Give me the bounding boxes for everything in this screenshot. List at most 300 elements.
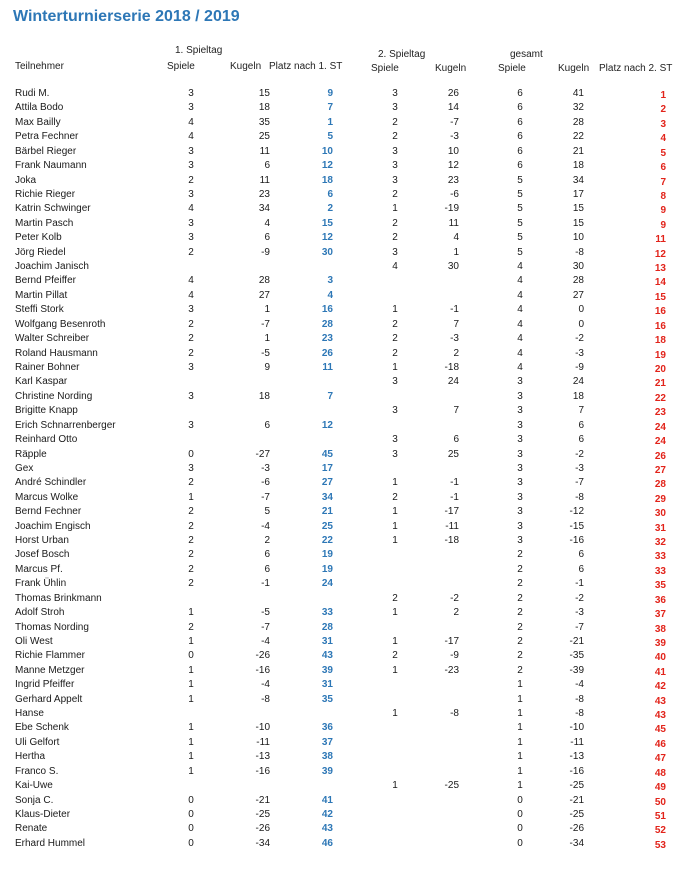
balls-2: 11 [448, 217, 459, 229]
balls-total: 7 [578, 405, 584, 417]
games-2: 3 [392, 376, 398, 388]
balls-2: -17 [444, 635, 459, 647]
balls-2: -17 [444, 506, 459, 518]
balls-1: 6 [264, 160, 270, 172]
participant-name: Franco S. [15, 765, 59, 777]
games-total: 1 [517, 751, 523, 763]
games-total: 1 [517, 736, 523, 748]
rank-after-1: 39 [321, 664, 333, 676]
rank-after-1: 23 [321, 333, 333, 345]
balls-1: 23 [258, 188, 270, 200]
rank-after-2: 26 [654, 450, 666, 462]
balls-2: -3 [450, 131, 459, 143]
games-total: 3 [517, 520, 523, 532]
balls-total: -25 [569, 780, 584, 792]
rank-after-2: 46 [654, 738, 666, 750]
games-total: 1 [517, 693, 523, 705]
rank-after-2: 52 [654, 825, 666, 837]
balls-1: -4 [261, 520, 270, 532]
balls-2: 7 [453, 318, 459, 330]
games-total: 5 [517, 217, 523, 229]
balls-1: 35 [258, 116, 270, 128]
games-total: 4 [517, 333, 523, 345]
rank-after-1: 42 [321, 809, 333, 820]
games-1: 1 [188, 736, 194, 748]
rank-after-1: 4 [327, 289, 333, 301]
rank-after-2: 5 [660, 147, 666, 159]
participant-name: Richie Rieger [15, 188, 76, 200]
balls-1: -7 [261, 621, 270, 633]
games-1: 3 [188, 361, 194, 373]
rank-after-1: 41 [321, 794, 333, 806]
participant-name: Gerhard Appelt [15, 693, 83, 705]
games-total: 2 [517, 578, 523, 590]
games-2: 2 [392, 217, 398, 229]
rank-after-2: 41 [654, 666, 666, 678]
balls-total: -9 [575, 361, 584, 373]
games-2: 3 [392, 448, 398, 460]
games-2: 3 [392, 405, 398, 417]
games-1: 4 [188, 275, 194, 287]
rank-after-2: 16 [654, 320, 666, 332]
balls-2: -18 [444, 361, 459, 373]
balls-total: -16 [569, 765, 584, 777]
participant-name: Peter Kolb [15, 232, 62, 244]
rank-after-1: 19 [321, 563, 333, 575]
participant-name: Max Bailly [15, 116, 61, 128]
rank-after-2: 15 [654, 291, 666, 303]
balls-1: -27 [255, 448, 270, 460]
participant-name: Thomas Nording [15, 621, 89, 633]
rank-after-2: 30 [654, 508, 666, 520]
games-total: 5 [517, 246, 523, 258]
rank-after-1: 35 [321, 693, 333, 705]
rank-after-2: 43 [654, 710, 666, 722]
balls-1: 34 [258, 203, 270, 215]
rank-after-2: 48 [654, 767, 666, 779]
rank-after-2: 37 [654, 609, 666, 621]
participant-name: Ebe Schenk [15, 722, 69, 734]
participant-name: Erhard Hummel [15, 837, 86, 849]
rank-after-2: 24 [654, 436, 666, 448]
rank-after-2: 1 [660, 90, 666, 101]
games-total: 3 [517, 419, 523, 431]
balls-1: 1 [264, 333, 270, 345]
header-spieltag1: 1. Spieltag [175, 45, 223, 56]
balls-total: -39 [569, 664, 584, 676]
balls-total: 28 [572, 275, 584, 287]
rank-after-1: 39 [321, 765, 333, 777]
participant-name: Uli Gelfort [15, 736, 60, 748]
balls-total: -8 [575, 708, 584, 720]
games-2: 2 [392, 232, 398, 244]
participant-name: Martin Pillat [15, 289, 68, 301]
games-1: 2 [188, 174, 194, 186]
games-2: 2 [392, 333, 398, 345]
balls-total: -2 [575, 448, 584, 460]
balls-1: -26 [255, 650, 270, 662]
games-total: 6 [517, 116, 523, 128]
games-2: 1 [392, 607, 398, 619]
rank-after-1: 24 [321, 578, 333, 590]
balls-total: -2 [575, 333, 584, 345]
games-total: 2 [517, 549, 523, 561]
balls-1: -7 [261, 318, 270, 330]
games-1: 3 [188, 145, 194, 157]
games-2: 3 [392, 102, 398, 114]
balls-total: -25 [569, 809, 584, 820]
rank-after-1: 27 [321, 477, 333, 489]
balls-total: 18 [572, 390, 584, 402]
balls-total: 27 [572, 289, 584, 301]
rank-after-1: 21 [321, 506, 333, 518]
balls-total: 15 [572, 203, 584, 215]
balls-total: -3 [575, 462, 584, 474]
rank-after-2: 18 [654, 335, 666, 347]
balls-2: 1 [453, 246, 459, 258]
rank-after-2: 23 [654, 407, 666, 419]
rank-after-2: 8 [660, 190, 666, 202]
rank-after-2: 32 [654, 537, 666, 549]
balls-total: 0 [578, 304, 584, 316]
header-balls-2: Kugeln [435, 63, 467, 74]
games-total: 6 [517, 131, 523, 143]
games-1: 1 [188, 635, 194, 647]
rank-after-2: 6 [660, 162, 666, 174]
rank-after-1: 18 [321, 174, 333, 186]
games-1: 0 [188, 794, 194, 806]
games-1: 2 [188, 621, 194, 633]
games-2: 2 [392, 318, 398, 330]
balls-1: -9 [261, 246, 270, 258]
participant-name: Wolfgang Besenroth [15, 318, 106, 330]
rank-after-1: 36 [321, 722, 333, 734]
balls-total: -35 [569, 650, 584, 662]
participant-name: Adolf Stroh [15, 607, 65, 619]
rank-after-2: 45 [654, 724, 666, 736]
balls-1: 15 [258, 88, 270, 99]
rank-after-2: 50 [654, 796, 666, 808]
games-2: 1 [392, 635, 398, 647]
balls-1: -1 [261, 578, 270, 590]
rank-after-1: 6 [327, 188, 333, 200]
rank-after-1: 12 [321, 232, 333, 244]
participant-name: Karl Kaspar [15, 376, 68, 388]
participant-name: Marcus Wolke [15, 491, 79, 503]
games-total: 3 [517, 477, 523, 489]
games-2: 1 [392, 535, 398, 547]
participant-name: Ingrid Pfeiffer [15, 679, 75, 691]
balls-1: -13 [255, 751, 270, 763]
games-total: 5 [517, 174, 523, 186]
games-1: 1 [188, 679, 194, 691]
games-1: 0 [188, 809, 194, 820]
balls-total: 0 [578, 318, 584, 330]
balls-total: 15 [572, 217, 584, 229]
rank-after-1: 10 [321, 145, 333, 157]
games-1: 2 [188, 333, 194, 345]
games-total: 3 [517, 491, 523, 503]
rank-after-2: 51 [654, 811, 666, 822]
balls-1: 27 [258, 289, 270, 301]
participant-name: Frank Naumann [15, 160, 87, 172]
rank-after-2: 13 [654, 263, 666, 275]
rank-after-1: 12 [321, 419, 333, 431]
participant-name: Manne Metzger [15, 664, 85, 676]
balls-total: -3 [575, 347, 584, 359]
participant-name: Brigitte Knapp [15, 405, 78, 417]
games-1: 0 [188, 823, 194, 835]
participant-name: Christine Nording [15, 390, 93, 402]
participant-name: Frank Ühlin [15, 578, 67, 590]
header-rank-2: Platz nach 2. ST [599, 63, 673, 74]
games-1: 2 [188, 549, 194, 561]
rank-after-2: 31 [654, 522, 666, 534]
games-1: 0 [188, 837, 194, 849]
balls-total: 6 [578, 434, 584, 446]
games-1: 2 [188, 578, 194, 590]
rank-after-2: 11 [655, 234, 666, 246]
games-total: 3 [517, 462, 523, 474]
balls-1: 6 [264, 419, 270, 431]
games-1: 3 [188, 102, 194, 114]
balls-1: -26 [255, 823, 270, 835]
balls-total: -21 [569, 635, 584, 647]
balls-total: -8 [575, 491, 584, 503]
balls-2: -3 [450, 333, 459, 345]
participant-name: Richie Flammer [15, 650, 86, 662]
rank-after-2: 49 [654, 782, 666, 794]
rank-after-1: 33 [321, 607, 333, 619]
participant-name: Steffi Stork [15, 304, 64, 316]
rank-after-2: 19 [654, 349, 666, 361]
balls-1: -7 [261, 491, 270, 503]
games-2: 1 [392, 361, 398, 373]
balls-total: -15 [569, 520, 584, 532]
balls-2: 4 [453, 232, 459, 244]
games-2: 2 [392, 347, 398, 359]
games-1: 2 [188, 520, 194, 532]
rank-after-2: 9 [660, 219, 666, 231]
balls-total: 30 [572, 261, 584, 273]
balls-total: 18 [572, 160, 584, 172]
participant-name: André Schindler [15, 477, 87, 489]
games-2: 4 [392, 261, 398, 273]
rank-after-1: 16 [321, 304, 333, 316]
rank-after-1: 25 [321, 520, 333, 532]
rank-after-2: 4 [660, 133, 666, 145]
participant-name: Kai-Uwe [15, 780, 53, 792]
rank-after-2: 21 [654, 378, 666, 390]
games-total: 2 [517, 621, 523, 633]
balls-1: -5 [261, 607, 270, 619]
games-1: 0 [188, 650, 194, 662]
games-total: 0 [517, 809, 523, 820]
rank-after-1: 34 [321, 491, 333, 503]
header-games-total: Spiele [498, 63, 526, 74]
header-spieltag2: 2. Spieltag [378, 49, 426, 60]
balls-total: 6 [578, 419, 584, 431]
games-2: 2 [392, 650, 398, 662]
rank-after-1: 43 [321, 650, 333, 662]
rank-after-2: 47 [654, 753, 666, 765]
balls-total: -16 [569, 535, 584, 547]
games-2: 1 [392, 203, 398, 215]
header-games-1: Spiele [167, 61, 195, 72]
games-total: 2 [517, 650, 523, 662]
rank-after-1: 38 [321, 751, 333, 763]
balls-total: -21 [569, 794, 584, 806]
rank-after-1: 1 [327, 116, 333, 128]
rank-after-1: 15 [321, 217, 333, 229]
participant-name: Rainer Bohner [15, 361, 80, 373]
balls-2: -18 [444, 535, 459, 547]
games-1: 1 [188, 693, 194, 705]
rank-after-2: 16 [654, 306, 666, 318]
participant-name: Katrin Schwinger [15, 203, 91, 215]
balls-total: 6 [578, 549, 584, 561]
balls-1: 6 [264, 563, 270, 575]
games-total: 0 [517, 823, 523, 835]
balls-2: -11 [445, 520, 459, 532]
balls-2: 12 [447, 160, 459, 172]
header-balls-total: Kugeln [558, 63, 590, 74]
balls-1: 11 [259, 174, 270, 186]
games-2: 1 [392, 520, 398, 532]
rank-after-2: 12 [654, 248, 666, 260]
balls-2: 23 [447, 174, 459, 186]
games-2: 2 [392, 116, 398, 128]
games-1: 1 [188, 607, 194, 619]
games-total: 1 [517, 765, 523, 777]
games-1: 4 [188, 289, 194, 301]
games-total: 1 [517, 780, 523, 792]
balls-1: 18 [258, 390, 270, 402]
participant-name: Reinhard Otto [15, 434, 78, 446]
games-1: 2 [188, 506, 194, 518]
rank-after-1: 19 [321, 549, 333, 561]
participant-name: Attila Bodo [15, 102, 64, 114]
balls-total: -3 [575, 607, 584, 619]
rank-after-2: 53 [654, 839, 666, 851]
games-1: 3 [188, 304, 194, 316]
games-2: 3 [392, 160, 398, 172]
games-2: 2 [392, 491, 398, 503]
rank-after-1: 30 [321, 246, 333, 258]
rank-after-1: 7 [327, 390, 333, 402]
participant-name: Petra Fechner [15, 131, 79, 143]
participant-name: Hanse [15, 708, 44, 720]
rank-after-2: 38 [654, 623, 666, 635]
rank-after-1: 26 [321, 347, 333, 359]
participant-name: Bernd Pfeiffer [15, 275, 76, 287]
games-1: 4 [188, 131, 194, 143]
games-total: 2 [517, 664, 523, 676]
participant-name: Joachim Engisch [15, 520, 91, 532]
games-2: 1 [392, 506, 398, 518]
games-total: 3 [517, 390, 523, 402]
games-total: 4 [517, 261, 523, 273]
participant-name: Erich Schnarrenberger [15, 419, 116, 431]
games-1: 3 [188, 232, 194, 244]
participant-name: Joachim Janisch [15, 261, 89, 273]
rank-after-2: 42 [654, 681, 666, 693]
participant-name: Räpple [15, 448, 47, 460]
balls-total: 17 [572, 188, 584, 200]
balls-1: 11 [259, 145, 270, 157]
balls-1: -4 [261, 679, 270, 691]
balls-total: -2 [575, 592, 584, 604]
games-2: 3 [392, 434, 398, 446]
balls-2: -8 [450, 708, 459, 720]
balls-total: -11 [570, 736, 584, 748]
games-1: 2 [188, 347, 194, 359]
games-total: 0 [517, 794, 523, 806]
page-title: Winterturnierserie 2018 / 2019 [13, 8, 240, 25]
balls-2: 26 [447, 88, 459, 99]
games-total: 5 [517, 232, 523, 244]
rank-after-1: 31 [321, 635, 333, 647]
rank-after-1: 3 [327, 275, 333, 287]
rank-after-2: 14 [654, 277, 666, 289]
rank-after-2: 9 [660, 205, 666, 217]
rank-after-1: 28 [321, 318, 333, 330]
games-2: 3 [392, 88, 398, 99]
rank-after-2: 33 [654, 551, 666, 563]
balls-total: 34 [572, 174, 584, 186]
balls-1: -10 [255, 722, 270, 734]
participant-name: Bernd Fechner [15, 506, 82, 518]
games-1: 3 [188, 390, 194, 402]
rank-after-1: 11 [322, 361, 333, 373]
balls-total: -34 [569, 837, 584, 849]
balls-total: -8 [575, 246, 584, 258]
balls-2: -9 [450, 650, 459, 662]
balls-total: 41 [572, 88, 584, 99]
participant-name: Marcus Pf. [15, 563, 63, 575]
games-total: 2 [517, 563, 523, 575]
rank-after-1: 37 [321, 736, 333, 748]
rank-after-2: 27 [654, 464, 666, 476]
participant-name: Hertha [15, 751, 46, 763]
rank-after-1: 9 [327, 88, 333, 99]
games-1: 3 [188, 419, 194, 431]
balls-2: 25 [447, 448, 459, 460]
games-total: 1 [517, 722, 523, 734]
games-2: 1 [392, 477, 398, 489]
balls-1: 9 [264, 361, 270, 373]
games-1: 0 [188, 448, 194, 460]
balls-1: -4 [261, 635, 270, 647]
balls-2: -1 [450, 477, 459, 489]
participant-name: Jörg Riedel [15, 246, 66, 258]
header-total: gesamt [510, 49, 543, 60]
games-2: 2 [392, 592, 398, 604]
games-2: 3 [392, 246, 398, 258]
games-1: 3 [188, 462, 194, 474]
games-total: 3 [517, 448, 523, 460]
balls-2: -19 [444, 203, 459, 215]
games-total: 1 [517, 679, 523, 691]
games-1: 3 [188, 88, 194, 99]
balls-2: -1 [450, 491, 459, 503]
games-1: 1 [188, 491, 194, 503]
balls-2: -6 [450, 188, 459, 200]
participant-name: Thomas Brinkmann [15, 592, 102, 604]
balls-2: 6 [453, 434, 459, 446]
rank-after-2: 39 [654, 637, 666, 649]
rank-after-2: 43 [654, 695, 666, 707]
